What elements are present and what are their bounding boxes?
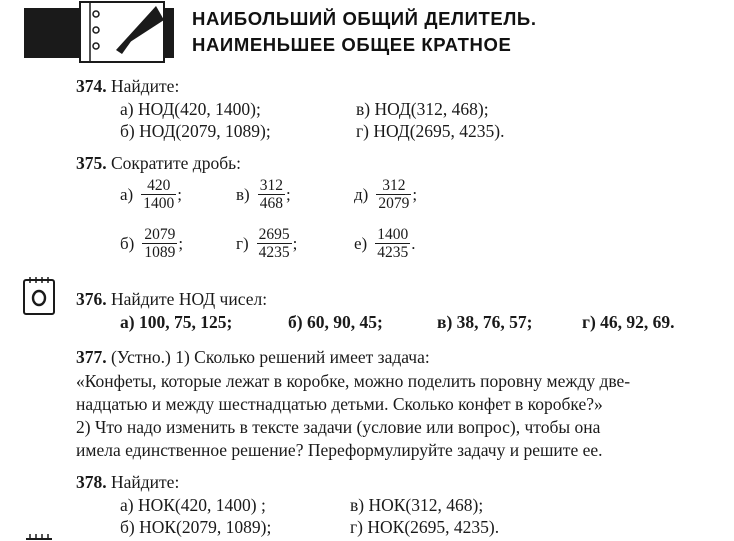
fraction-item <box>120 177 182 212</box>
punctuation: . <box>411 233 416 253</box>
problem-text-line: (Устно.) 1) Сколько решений имеет задача: <box>111 347 430 367</box>
problem-prompt: Сократите дробь: <box>111 153 241 173</box>
item-g: г) НОД(2695, 4235). <box>356 121 505 141</box>
item-b: б) НОК(2079, 1089); <box>120 517 272 537</box>
problem-text-line: надцатью и между шестнадцатью детьми. Сколько конфет в коробке?» <box>76 394 603 414</box>
item-label: в) <box>236 184 250 204</box>
problem-number: 377. <box>76 347 107 367</box>
notebook-pencil-icon <box>24 0 174 64</box>
item-label: д) <box>354 184 369 204</box>
problem-prompt: Найдите НОД чисел: <box>111 289 268 309</box>
next-icon-fragment <box>22 532 56 541</box>
problem-number: 374. <box>76 76 107 96</box>
item-a: а) НОД(420, 1400); <box>120 99 261 119</box>
item-g: г) НОК(2695, 4235). <box>350 517 500 537</box>
problem-number: 378. <box>76 472 107 492</box>
problem-377-heading <box>76 346 430 368</box>
fraction <box>142 226 177 261</box>
denominator: 1400 <box>143 195 175 212</box>
section-title <box>192 6 537 58</box>
fraction <box>375 226 410 261</box>
item-b: б) НОД(2079, 1089); <box>120 121 271 141</box>
fraction <box>141 177 176 212</box>
item-b: б) 60, 90, 45; <box>288 312 383 332</box>
problem-text-line: 2) Что надо изменить в тексте задачи (условие или вопрос), чтобы она <box>76 417 601 437</box>
oral-task-icon <box>22 276 56 316</box>
numerator: 312 <box>382 177 406 194</box>
title-line-1: НАИБОЛЬШИЙ ОБЩИЙ ДЕЛИТЕЛЬ. <box>192 8 537 29</box>
denominator: 4235 <box>258 244 290 261</box>
item-label: а) <box>120 184 134 204</box>
fraction-item <box>236 177 291 212</box>
problem-prompt: Найдите: <box>111 76 180 96</box>
fraction-item <box>354 226 415 261</box>
problem-number: 376. <box>76 289 107 309</box>
item-a: а) НОК(420, 1400) ; <box>120 495 266 515</box>
fraction <box>258 177 285 212</box>
problem-text-line: «Конфеты, которые лежат в коробке, можно поделить поровну между две- <box>76 371 631 391</box>
punctuation: ; <box>177 184 182 204</box>
fraction <box>376 177 411 212</box>
item-v: в) НОК(312, 468); <box>350 495 484 515</box>
punctuation: ; <box>178 233 184 253</box>
numerator: 2695 <box>258 226 290 243</box>
item-label: г) <box>236 233 249 253</box>
denominator: 2079 <box>378 195 410 212</box>
numerator: 420 <box>147 177 171 194</box>
fraction-item <box>236 226 297 261</box>
fraction-item <box>354 177 417 212</box>
numerator: 1400 <box>377 226 409 243</box>
problem-378-heading <box>76 471 179 493</box>
denominator: 468 <box>259 195 283 212</box>
item-g: г) 46, 92, 69. <box>582 312 675 332</box>
item-label: б) <box>120 233 135 253</box>
problem-376-heading <box>76 288 267 310</box>
punctuation: ; <box>285 184 291 204</box>
numerator: 2079 <box>144 226 176 243</box>
problem-number: 375. <box>76 153 107 173</box>
punctuation: ; <box>412 184 418 204</box>
title-line-2: НАИМЕНЬШЕЕ ОБЩЕЕ КРАТНОЕ <box>192 34 512 55</box>
problem-text-line: имела единственное решение? Переформулируйте задачу и решите ее. <box>76 440 603 460</box>
item-v: в) 38, 76, 57; <box>437 312 533 332</box>
item-label: е) <box>354 233 368 253</box>
item-v: в) НОД(312, 468); <box>356 99 489 119</box>
punctuation: ; <box>292 233 298 253</box>
denominator: 1089 <box>144 244 176 261</box>
fraction <box>257 226 292 261</box>
problem-prompt: Найдите: <box>111 472 180 492</box>
numerator: 312 <box>259 177 283 194</box>
denominator: 4235 <box>377 244 409 261</box>
item-a: а) 100, 75, 125; <box>120 312 233 332</box>
fraction-item <box>120 226 183 261</box>
problem-374-heading <box>76 75 179 97</box>
problem-375-heading <box>76 152 241 174</box>
